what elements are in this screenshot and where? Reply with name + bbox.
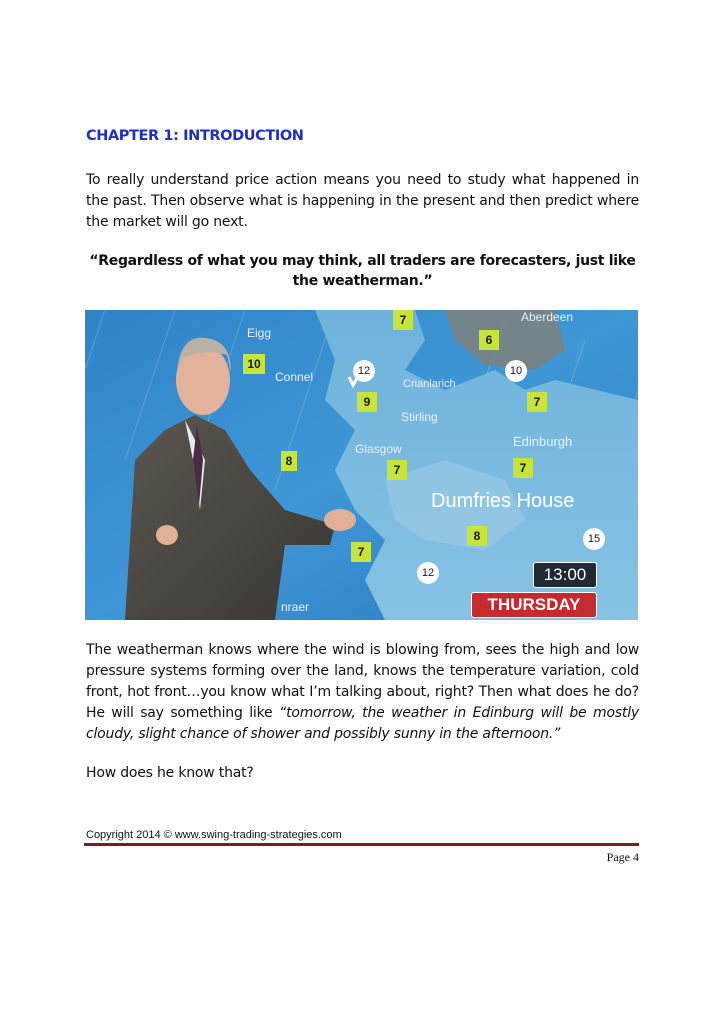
- temp-badge: 9: [357, 392, 377, 412]
- pull-quote: “Regardless of what you may think, all traders are forecasters, just like the weatherman.”: [89, 253, 636, 289]
- wind-badge: 15: [583, 528, 605, 550]
- map-label-glasgow: Glasgow: [355, 442, 402, 456]
- temp-badge: 8: [281, 451, 297, 471]
- map-label-nraer: nraer: [281, 600, 310, 614]
- temp-badge: 7: [387, 460, 407, 480]
- body-text: The weatherman knows where the wind is blowing from, sees the high and low pressure systems forming over the land, knows the temperature variation, cold front, hot front…you know what I’m talking about, right? Then what does he do? He will say something like: [86, 642, 639, 721]
- broadcast-time: 13:00: [533, 562, 597, 588]
- weather-photo: [85, 310, 638, 620]
- temp-badge: 6: [479, 330, 499, 350]
- intro-paragraph: To really understand price action means you need to study what happened in the past. Then observe what is happening in the present and then predict where the market will go next.: [86, 172, 639, 230]
- map-label-stirling: Stirling: [401, 410, 438, 424]
- body-paragraph: [86, 640, 639, 745]
- chapter-heading: CHAPTER 1: INTRODUCTION: [86, 128, 304, 144]
- copyright-footer: Copyright 2014 © www.swing-trading-strategies.com: [86, 829, 342, 841]
- footer-divider: [84, 843, 639, 846]
- wind-badge: 12: [417, 562, 439, 584]
- page-number: Page 4: [606, 850, 639, 864]
- temp-badge: 8: [467, 526, 487, 546]
- map-label-connel: Connel: [275, 370, 314, 384]
- forecast-quote: “tomorrow, the weather in Edinburg will be mostly cloudy, slight chance of shower and possibly sunny in the afternoon.”: [86, 705, 640, 742]
- temp-badge: 7: [351, 542, 371, 562]
- map-label-crianlarich: Crianlarich: [403, 378, 456, 390]
- wind-badge: 12: [353, 360, 375, 382]
- map-label-eigg: Eigg: [247, 326, 272, 340]
- temp-badge: 7: [527, 392, 547, 412]
- wind-badge: 10: [505, 360, 527, 382]
- map-label-aberdeen: Aberdeen: [521, 310, 574, 324]
- temp-badge: 10: [243, 354, 265, 374]
- temp-badge: 7: [393, 310, 413, 330]
- broadcast-day: THURSDAY: [471, 592, 597, 618]
- temp-badge: 7: [513, 458, 533, 478]
- question-paragraph: How does he know that?: [86, 765, 254, 781]
- map-label-edinburgh: Edinburgh: [513, 434, 573, 449]
- map-label-dumfries-house: Dumfries House: [431, 490, 575, 512]
